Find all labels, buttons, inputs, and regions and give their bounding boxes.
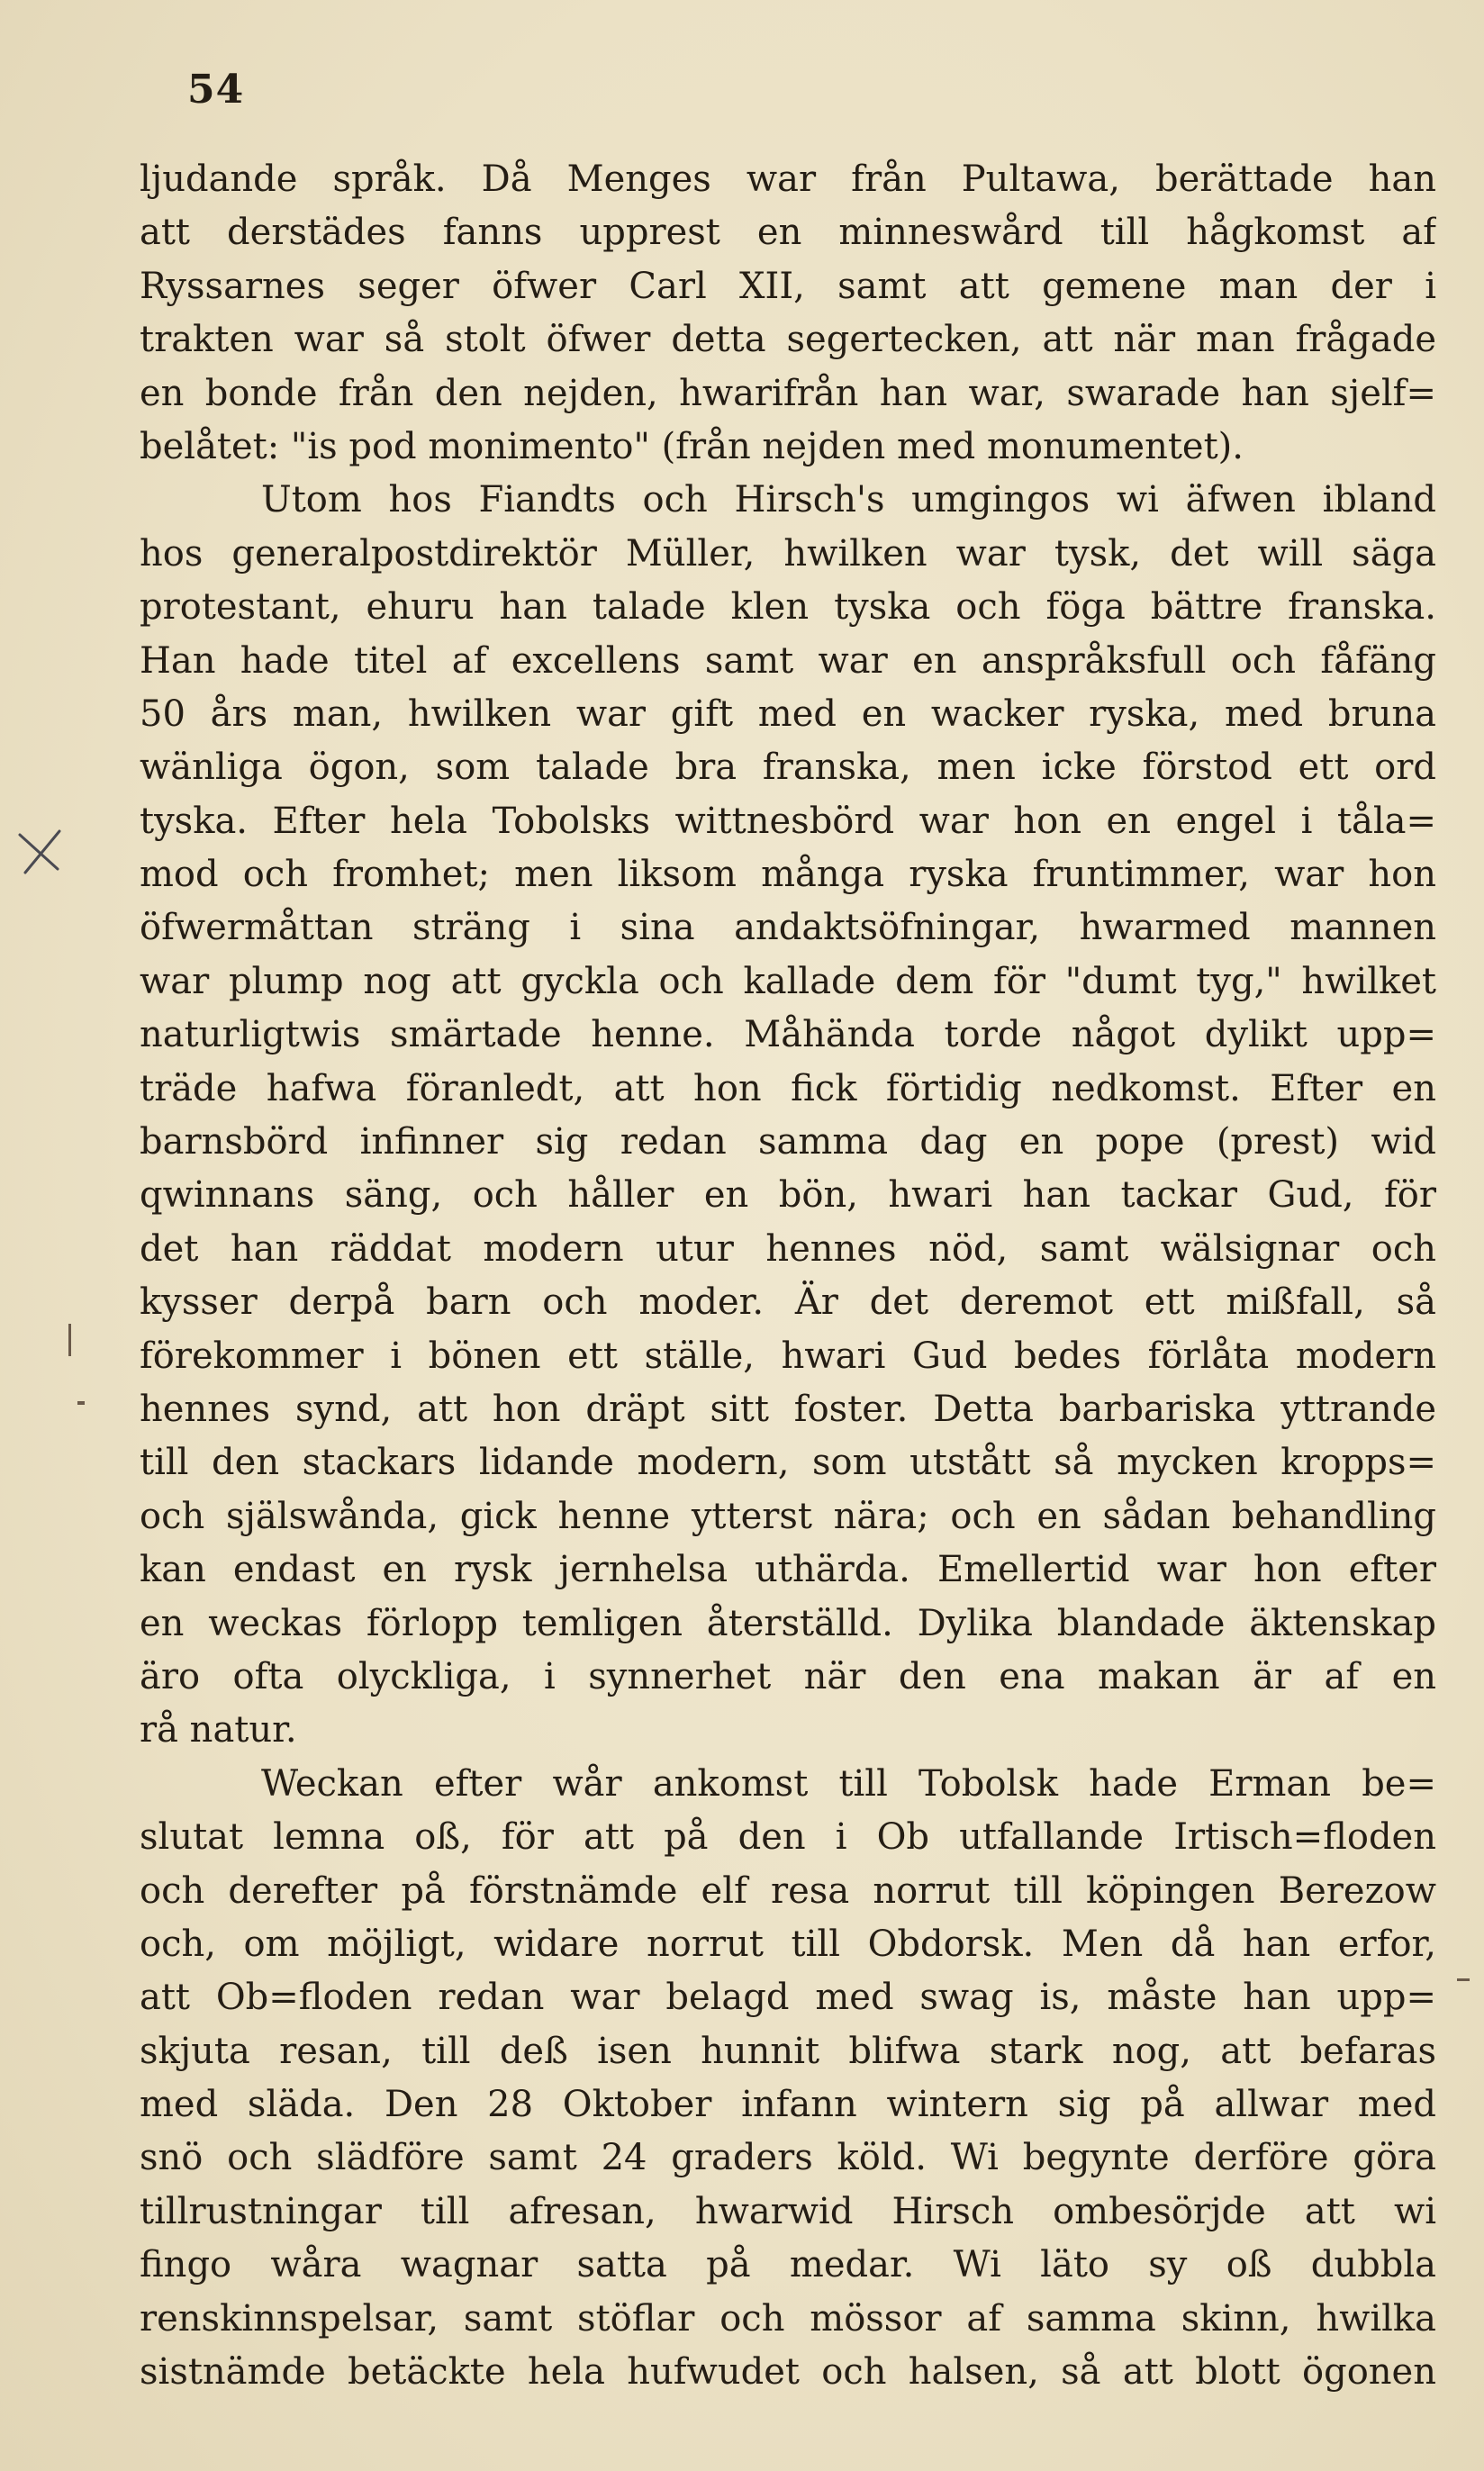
text-line: hennes synd, att hon dräpt sitt foster. Detta barbariska yttrande bbox=[140, 1388, 1436, 1430]
body-text bbox=[140, 153, 1436, 2399]
text-line: och själswånda, gick henne ytterst nära; och en sådan behandling bbox=[140, 1495, 1436, 1537]
text-line: rå natur. bbox=[140, 1709, 297, 1751]
pencil-dot-mark bbox=[77, 1401, 85, 1405]
text-line: träde hafwa föranledt, att hon fick förtidig nedkomst. Efter en bbox=[140, 1067, 1436, 1109]
text-line: Ryssarnes seger öfwer Carl XII, samt att gemene man der i bbox=[140, 265, 1436, 307]
text-line: kan endast en rysk jernhelsa uthärda. Emellertid war hon efter bbox=[140, 1549, 1436, 1591]
text-line: hos generalpostdirektör Müller, hwilken war tysk, det will säga bbox=[140, 532, 1436, 575]
text-line: en bonde från den nejden, hwarifrån han war, swarade han sjelf= bbox=[140, 372, 1436, 414]
text-line: naturligtwis smärtade henne. Måhända torde något dylikt upp= bbox=[140, 1014, 1436, 1056]
text-line: belåtet: "is pod monimento" (från nejden med monumentet). bbox=[140, 425, 1244, 467]
text-line: Utom hos Fiandts och Hirsch's umgingos wi äfwen ibland bbox=[261, 479, 1436, 521]
text-line: 50 års man, hwilken war gift med en wacker ryska, med bruna bbox=[140, 692, 1436, 735]
text-line: sistnämde betäckte hela hufwudet och halsen, så att blott ögonen bbox=[140, 2351, 1436, 2394]
page-number: 54 bbox=[187, 67, 245, 113]
text-line: renskinnspelsar, samt stöflar och mössor af samma skinn, hwilka bbox=[140, 2297, 1436, 2340]
text-line: wänliga ögon, som talade bra franska, men icke förstod ett ord bbox=[140, 747, 1436, 789]
text-line: tillrustningar till afresan, hwarwid Hirsch ombesörjde att wi bbox=[140, 2190, 1436, 2232]
text-line: barnsbörd infinner sig redan samma dag en pope (prest) wid bbox=[140, 1121, 1436, 1163]
text-line: kysser derpå barn och moder. Är det deremot ett mißfall, så bbox=[140, 1281, 1436, 1324]
text-line: tyska. Efter hela Tobolsks wittnesbörd war hon en engel i tåla= bbox=[140, 800, 1436, 842]
text-line: öfwermåttan sträng i sina andaktsöfningar, hwarmed mannen bbox=[140, 907, 1436, 949]
text-line: Han hade titel af excellens samt war en anspråksfull och fåfäng bbox=[140, 639, 1436, 682]
text-line: skjuta resan, till deß isen hunnit blifwa stark nog, att befaras bbox=[140, 2030, 1436, 2072]
text-line: förekommer i bönen ett ställe, hwari Gud bedes förlåta modern bbox=[140, 1335, 1436, 1377]
pencil-cross-mark-icon bbox=[13, 824, 67, 878]
text-line: att Ob=floden redan war belagd med swag is, måste han upp= bbox=[140, 1977, 1436, 2019]
text-line: protestant, ehuru han talade klen tyska och föga bättre franska. bbox=[140, 586, 1436, 629]
text-line: det han räddat modern utur hennes nöd, samt wälsignar och bbox=[140, 1227, 1436, 1270]
text-line: fingo wåra wagnar satta på medar. Wi läto sy oß dubbla bbox=[140, 2244, 1436, 2286]
text-line: trakten war så stolt öfwer detta segertecken, att när man frågade bbox=[140, 319, 1436, 361]
text-line: och derefter på förstnämde elf resa norrut till köpingen Berezow bbox=[140, 1869, 1436, 1912]
text-line: äro ofta olyckliga, i synnerhet när den ena makan är af en bbox=[140, 1655, 1436, 1697]
text-line: att derstädes fanns upprest en minneswård till hågkomst af bbox=[140, 212, 1436, 254]
pencil-dash-mark bbox=[1457, 1978, 1470, 1981]
text-line: och, om möjligt, widare norrut till Obdorsk. Men då han erfor, bbox=[140, 1923, 1436, 1965]
text-line: slutat lemna oß, för att på den i Ob utfallande Irtisch=floden bbox=[140, 1816, 1436, 1859]
text-line: en weckas förlopp temligen återställd. Dylika blandade äktenskap bbox=[140, 1602, 1436, 1644]
text-line: mod och fromhet; men liksom många ryska fruntimmer, war hon bbox=[140, 854, 1436, 896]
text-line: Weckan efter wår ankomst till Tobolsk hade Erman be= bbox=[261, 1762, 1436, 1805]
text-line: qwinnans säng, och håller en bön, hwari han tackar Gud, för bbox=[140, 1174, 1436, 1217]
text-line: war plump nog att gyckla och kallade dem för "dumt tyg," hwilket bbox=[140, 960, 1436, 1002]
text-line: med släda. Den 28 Oktober infann wintern sig på allwar med bbox=[140, 2084, 1436, 2126]
text-line: snö och slädföre samt 24 graders köld. Wi begynte derföre göra bbox=[140, 2137, 1436, 2179]
text-line: ljudande språk. Då Menges war från Pultawa, berättade han bbox=[140, 158, 1436, 200]
pencil-tick-mark bbox=[68, 1324, 71, 1356]
text-line: till den stackars lidande modern, som utstått så mycken kropps= bbox=[140, 1442, 1436, 1484]
